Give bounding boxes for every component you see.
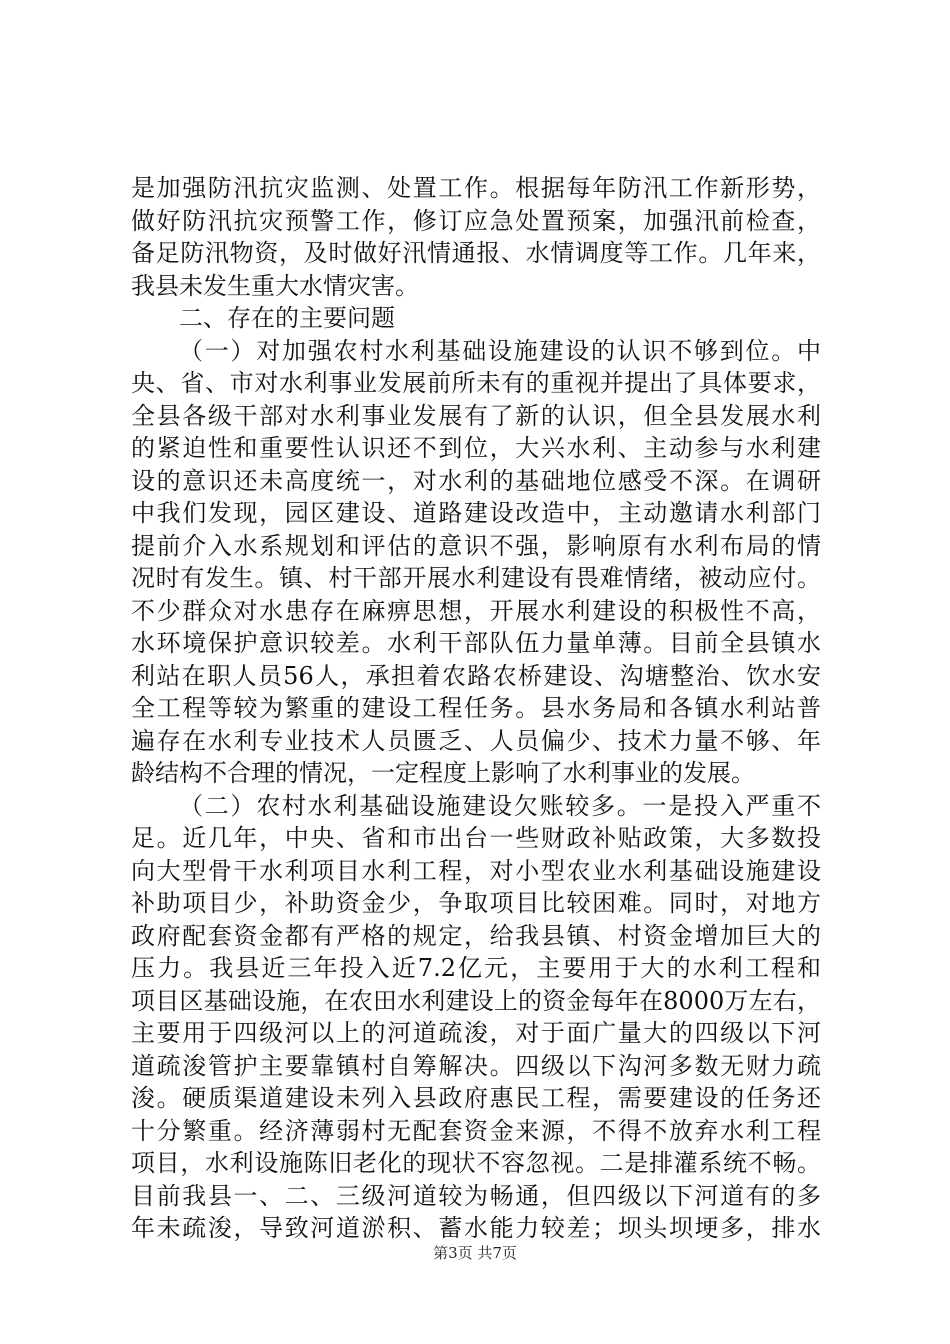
text-line: 提前介入水系规划和评估的意识不强，影响原有水利布局的情: [131, 531, 821, 560]
document-body: [131, 172, 821, 1245]
text-line: 是加强防汛抗灾监测、处置工作。根据每年防汛工作新形势，: [131, 174, 821, 202]
text-line: 不少群众对水患存在麻痹思想，开展水利建设的积极性不高，: [131, 596, 821, 625]
text-line: 利站在职人员56人，承担着农路农桥建设、沟塘整治、饮水安: [131, 661, 821, 690]
text-line: 补助项目少，补助资金少，争取项目比较困难。同时，对地方: [131, 889, 821, 917]
text-line: （一）对加强农村水利基础设施建设的认识不够到位。中: [179, 336, 821, 365]
text-line: 设的意识还未高度统一，对水利的基础地位感受不深。在调研: [131, 466, 821, 495]
text-line: 年未疏浚，导致河道淤积、蓄水能力较差；坝头坝埂多，排水: [131, 1214, 821, 1242]
text-line: 主要用于四级河以上的河道疏浚，对于面广量大的四级以下河: [131, 1019, 821, 1047]
text-line: 政府配套资金都有严格的规定，给我县镇、村资金增加巨大的: [131, 921, 821, 950]
text-line: 水环境保护意识较差。水利干部队伍力量单薄。目前全县镇水: [131, 629, 821, 657]
text-line: 龄结构不合理的情况，一定程度上影响了水利事业的发展。: [131, 759, 755, 787]
page-footer: 第3页 共7页: [433, 1244, 517, 1262]
text-line: （二）农村水利基础设施建设欠账较多。一是投入严重不: [179, 791, 821, 820]
text-line: 我县未发生重大水情灾害。: [131, 271, 419, 300]
text-line: 道疏浚管护主要靠镇村自筹解决。四级以下沟河多数无财力疏: [131, 1051, 821, 1080]
text-line: 目前我县一、二、三级河道较为畅通，但四级以下河道有的多: [131, 1181, 821, 1210]
text-line: 全工程等较为繁重的建设工程任务。县水务局和各镇水利站普: [131, 694, 821, 722]
text-line: 向大型骨干水利项目水利工程，对小型农业水利基础设施建设: [131, 856, 821, 885]
text-line: 的紧迫性和重要性认识还不到位，大兴水利、主动参与水利建: [131, 434, 821, 462]
text-line: 浚。硬质渠道建设未列入县政府惠民工程，需要建设的任务还: [131, 1084, 821, 1112]
text-line: 二、存在的主要问题: [179, 304, 395, 332]
text-line: 项目，水利设施陈旧老化的现状不容忽视。二是排灌系统不畅。: [131, 1149, 821, 1177]
text-line: 足。近几年，中央、省和市出台一些财政补贴政策，大多数投: [131, 824, 821, 852]
text-line: 压力。我县近三年投入近7.2亿元，主要用于大的水利工程和: [131, 954, 821, 982]
text-line: 遍存在水利专业技术人员匮乏、人员偏少、技术力量不够、年: [131, 726, 821, 755]
text-line: 备足防汛物资，及时做好汛情通报、水情调度等工作。几年来，: [131, 239, 821, 267]
text-line: 十分繁重。经济薄弱村无配套资金来源，不得不放弃水利工程: [131, 1116, 821, 1145]
text-line: 况时有发生。镇、村干部开展水利建设有畏难情绪，被动应付。: [131, 564, 821, 592]
text-line: 做好防汛抗灾预警工作，修订应急处置预案，加强汛前检查，: [131, 206, 821, 235]
text-line: 全县各级干部对水利事业发展有了新的认识，但全县发展水利: [131, 401, 821, 430]
text-line: 项目区基础设施，在农田水利建设上的资金每年在8000万左右，: [131, 986, 821, 1015]
text-line: 中我们发现，园区建设、道路建设改造中，主动邀请水利部门: [131, 499, 821, 527]
text-line: 央、省、市对水利事业发展前所未有的重视并提出了具体要求，: [131, 369, 821, 397]
